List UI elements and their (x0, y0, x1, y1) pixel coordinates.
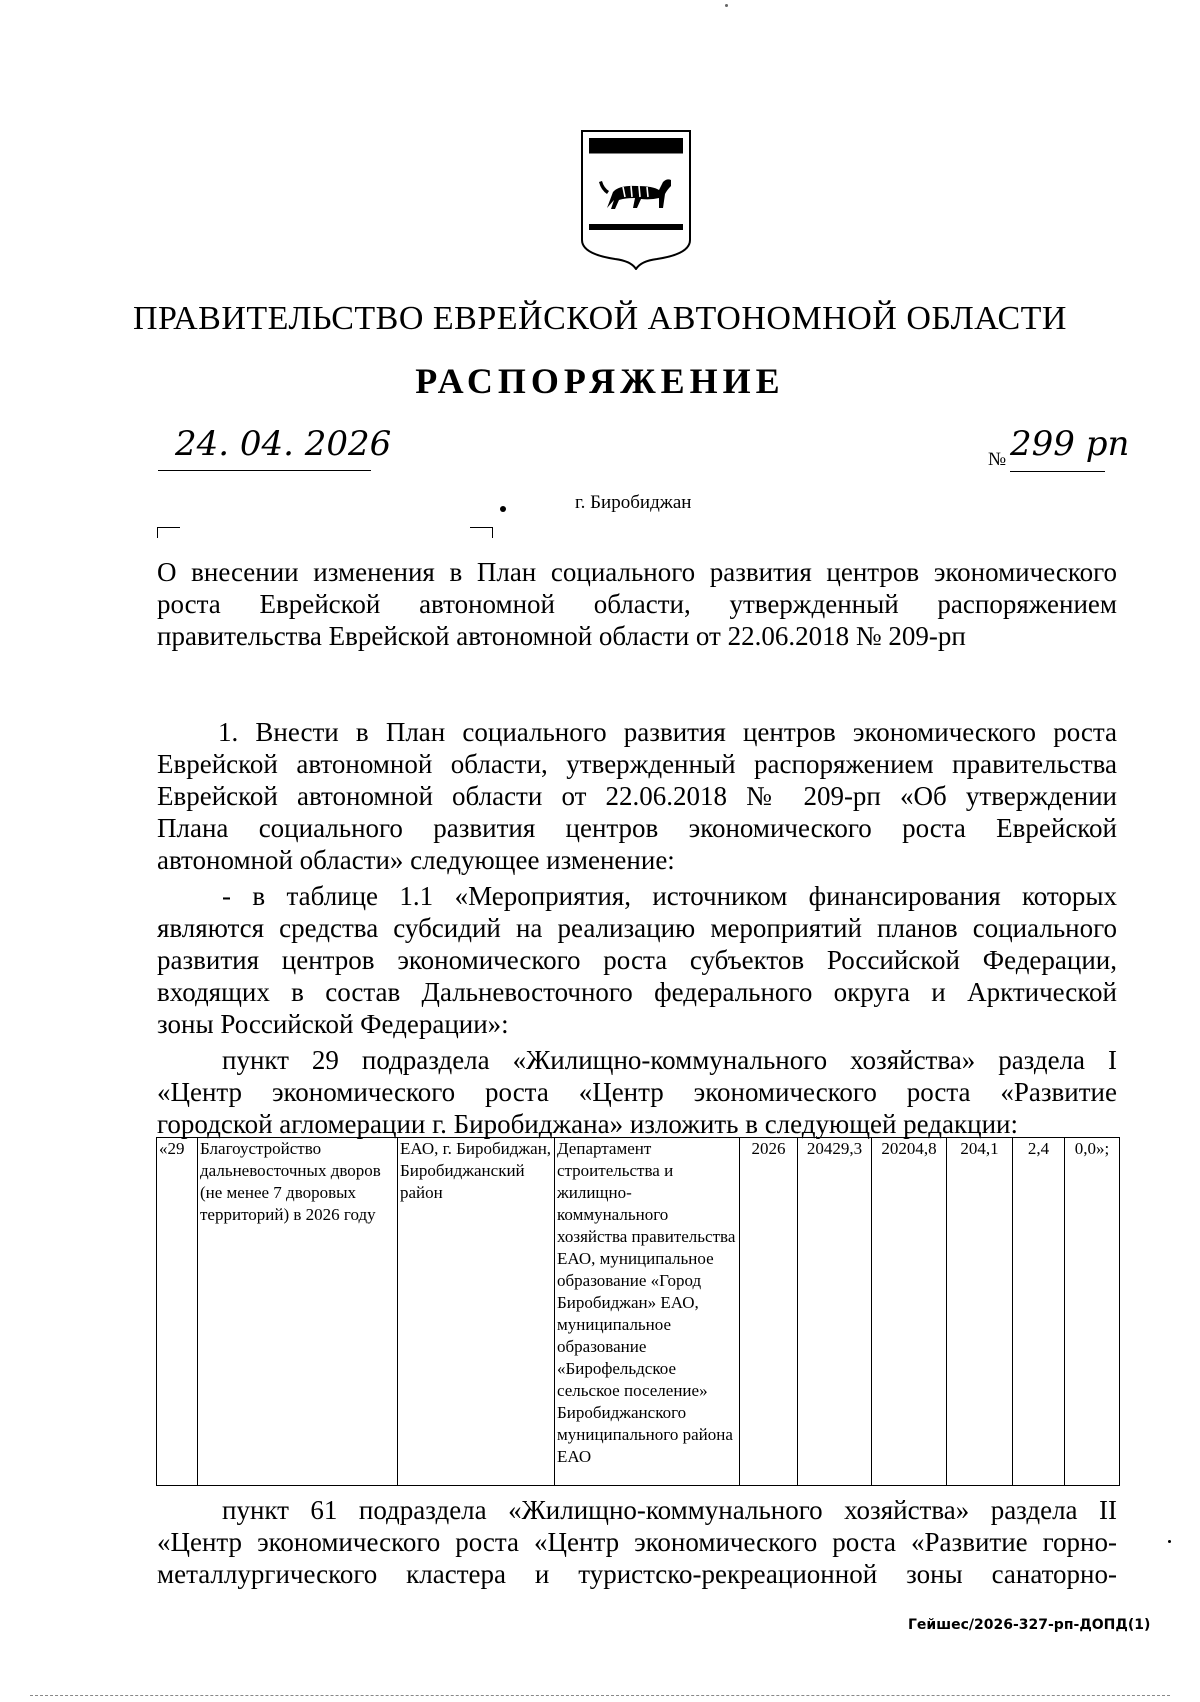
plan-table (156, 1137, 1120, 1486)
scan-speck (1168, 1540, 1171, 1543)
body-line-9: входящих в состав Дальневосточного федерального округа и Арктической (157, 977, 1117, 1007)
body-line-4: Плана социального развития центров экономического роста Еврейской (157, 813, 1117, 843)
body-line-8: развития центров экономического роста субъектов Российской Федерации, (157, 945, 1117, 975)
scan-dot (500, 506, 506, 512)
cell-regional: 204,1 (947, 1138, 1013, 1486)
subject-bracket-right (470, 527, 493, 538)
subject-line-1: О внесении изменения в План социального развития центров экономического (157, 557, 1117, 587)
handwritten-date: 24. 04. 2026 (175, 424, 392, 464)
city-line: г. Биробиджан (575, 492, 692, 513)
body-line-12: «Центр экономического роста «Центр экономического роста «Развитие (157, 1077, 1117, 1107)
table-row (157, 1138, 1120, 1486)
body-line-6: - в таблице 1.1 «Мероприятия, источником финансирования которых (222, 881, 1117, 911)
cell-number: «29 (157, 1138, 198, 1486)
body-line-3: Еврейской автономной области от 22.06.2018 № 209-рп «Об утверждении (157, 781, 1117, 811)
handwritten-number: 299 рп (1010, 424, 1130, 464)
cell-other: 0,0»; (1065, 1138, 1120, 1486)
document-type-heading: РАСПОРЯЖЕНИЕ (415, 361, 785, 401)
number-label: № (988, 449, 1007, 470)
body-line-2: Еврейской автономной области, утвержденный распоряжением правительства (157, 749, 1117, 779)
number-underline (1010, 471, 1105, 472)
footer-document-code: Гейшес/2026-327-рп-ДОПД(1) (908, 1617, 1151, 1633)
cell-year: 2026 (740, 1138, 798, 1486)
scan-edge-line (30, 1695, 1170, 1696)
after-line-3: металлургического кластера и туристско-рекреационной зоны санаторно- (157, 1559, 1117, 1589)
subject-line-2: роста Еврейской автономной области, утвержденный распоряжением (157, 589, 1117, 619)
body-line-1: 1. Внести в План социального развития центров экономического роста (218, 717, 1117, 747)
cell-municipal: 2,4 (1013, 1138, 1065, 1486)
body-line-10: зоны Российской Федерации»: (157, 1009, 509, 1039)
government-title: ПРАВИТЕЛЬСТВО ЕВРЕЙСКОЙ АВТОНОМНОЙ ОБЛАСТИ (132, 300, 1067, 337)
scan-speck-top (725, 4, 728, 7)
body-line-11: пункт 29 подраздела «Жилищно-коммунального хозяйства» раздела I (222, 1045, 1117, 1075)
after-line-1: пункт 61 подраздела «Жилищно-коммунального хозяйства» раздела II (222, 1495, 1117, 1525)
body-line-5: автономной области» следующее изменение: (157, 845, 675, 875)
body-line-13: городской агломерации г. Биробиджана» изложить в следующей редакции: (157, 1109, 1018, 1139)
cell-total: 20429,3 (798, 1138, 872, 1486)
subject-bracket-left (157, 527, 180, 538)
cell-location: ЕАО, г. Биробиджан, Биробиджанский район (398, 1138, 555, 1486)
cell-executor: Департамент строительства и жилищно-коммунального хозяйства правительства ЕАО, муниципальное образование «Город Биробиджан» ЕАО, муниципальное образование «Бирофельдское сельское поселение» Биробиджанского муниципального района ЕАО (555, 1138, 740, 1486)
cell-federal: 20204,8 (872, 1138, 947, 1486)
body-line-7: являются средства субсидий на реализацию мероприятий планов социального (157, 913, 1117, 943)
cell-measure: Благоустройство дальневосточных дворов (не менее 7 дворовых территорий) в 2026 году (198, 1138, 398, 1486)
coat-of-arms-emblem (579, 128, 693, 270)
after-line-2: «Центр экономического роста «Центр экономического роста «Развитие горно- (157, 1527, 1117, 1557)
subject-line-3: правительства Еврейской автономной области от 22.06.2018 № 209-рп (157, 621, 966, 651)
date-underline (158, 470, 371, 471)
